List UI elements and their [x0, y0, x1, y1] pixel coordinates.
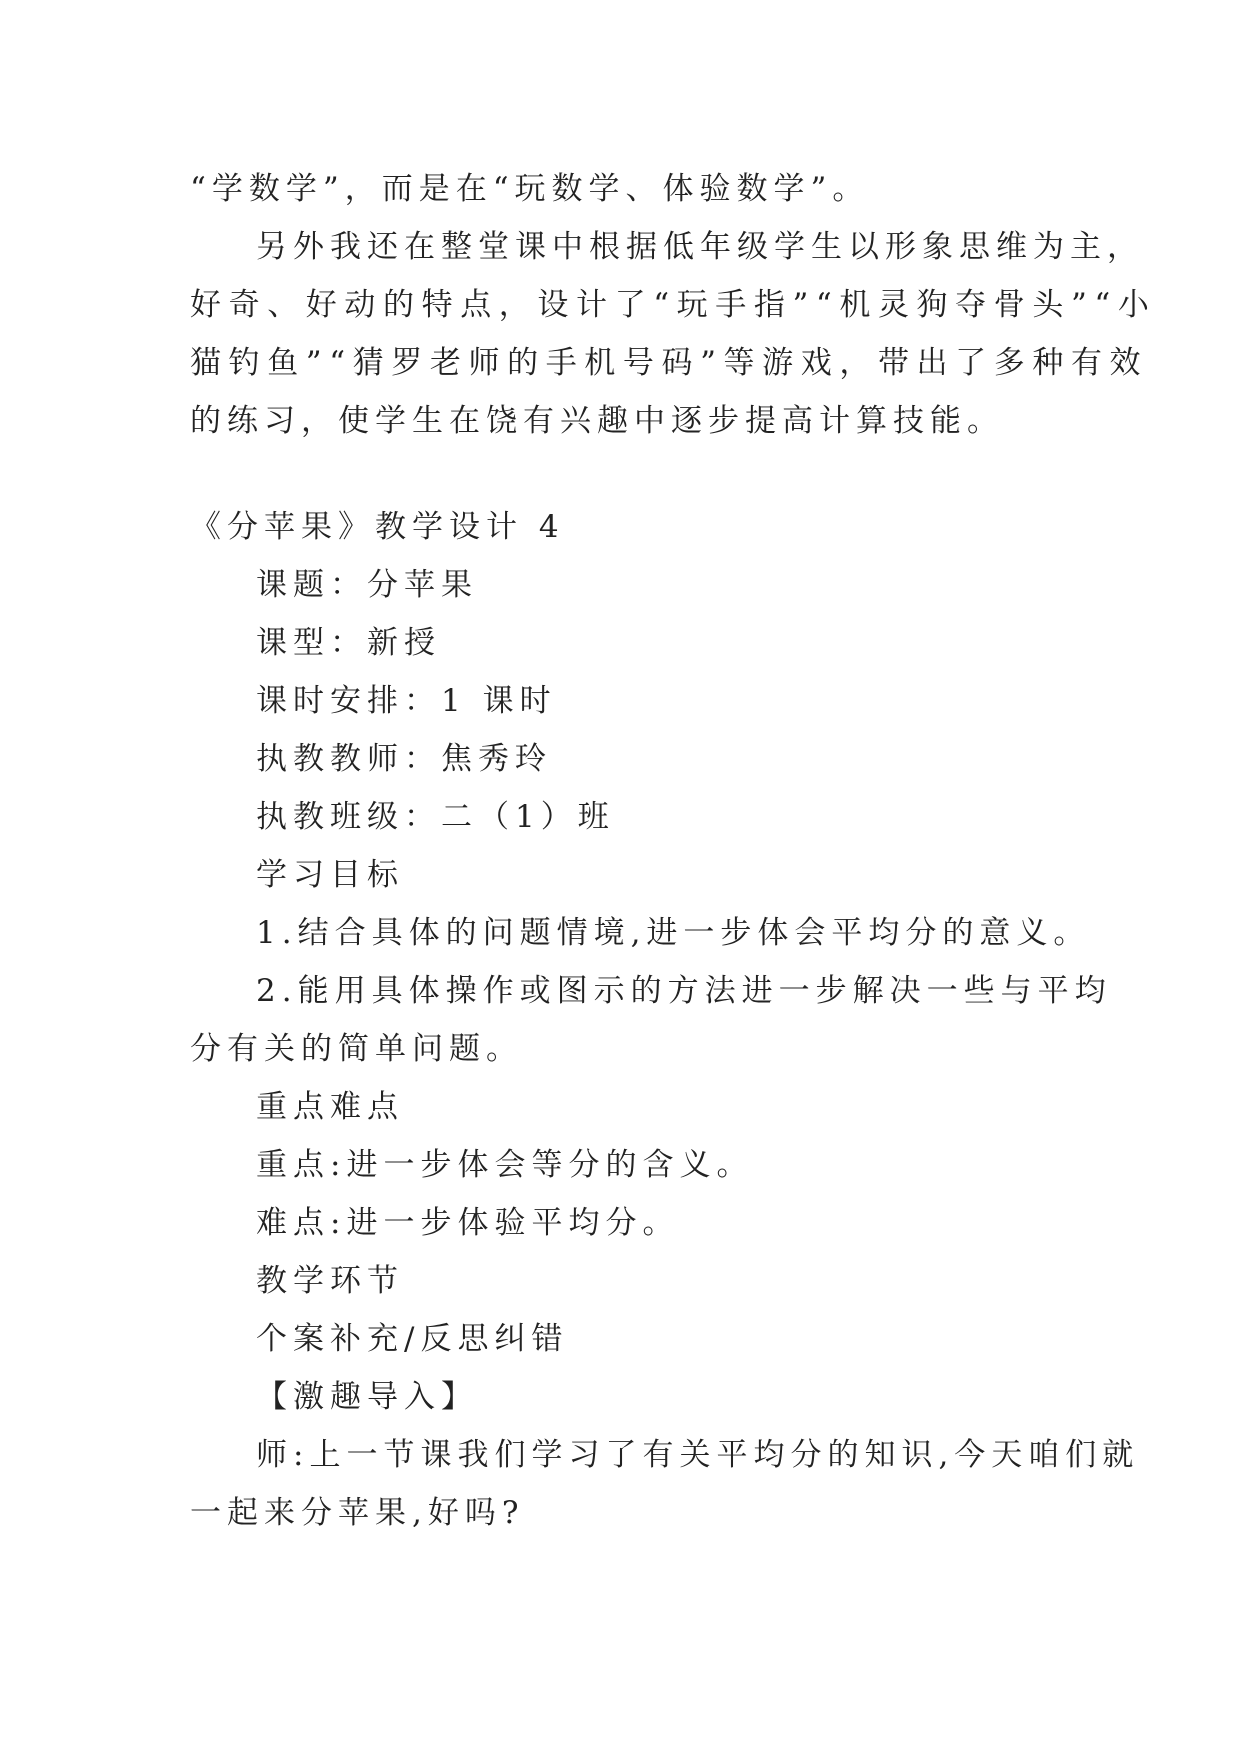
process-heading: 教学环节: [256, 1263, 404, 1299]
games-paragraph-line-2: 好奇、好动的特点，设计了“玩手指”“机灵狗夺骨头”“小: [190, 287, 1157, 323]
design-title: 《分苹果》教学设计 4: [190, 509, 565, 545]
games-paragraph-line-4: 的练习，使学生在饶有兴趣中逐步提高计算技能。: [190, 403, 1004, 439]
teacher-speech-line-2: 一起来分苹果,好吗?: [190, 1495, 525, 1531]
games-paragraph-line-1: 另外我还在整堂课中根据低年级学生以形象思维为主，: [256, 229, 1144, 265]
key-point-focus: 重点:进一步体会等分的含义。: [256, 1147, 754, 1183]
info-schedule: 课时安排：1 课时: [256, 683, 557, 719]
key-points-heading: 重点难点: [256, 1089, 404, 1125]
document-body: [190, 160, 1157, 1542]
process-note: 个案补充/反思纠错: [256, 1321, 569, 1357]
objective-item-2-line-1: 2.能用具体操作或图示的方法进一步解决一些与平均: [256, 973, 1112, 1009]
info-teacher: 执教教师：焦秀玲: [256, 741, 552, 777]
info-class: 执教班级：二（1）班: [256, 799, 615, 835]
objective-item-2-line-2: 分有关的简单问题。: [190, 1031, 523, 1067]
process-section-intro: 【激趣导入】: [256, 1379, 478, 1415]
objectives-heading: 学习目标: [256, 857, 404, 893]
intro-paragraph-line: “学数学”，而是在“玩数学、体验数学”。: [190, 171, 870, 207]
info-topic: 课题：分苹果: [256, 567, 478, 603]
objective-item-1: 1.结合具体的问题情境,进一步体会平均分的意义。: [256, 915, 1091, 951]
info-type: 课型：新授: [256, 625, 441, 661]
key-point-difficulty: 难点:进一步体验平均分。: [256, 1205, 680, 1241]
games-paragraph-line-3: 猫钓鱼”“猜罗老师的手机号码”等游戏，带出了多种有效: [190, 345, 1149, 381]
teacher-speech-line-1: 师:上一节课我们学习了有关平均分的知识,今天咱们就: [256, 1437, 1140, 1473]
